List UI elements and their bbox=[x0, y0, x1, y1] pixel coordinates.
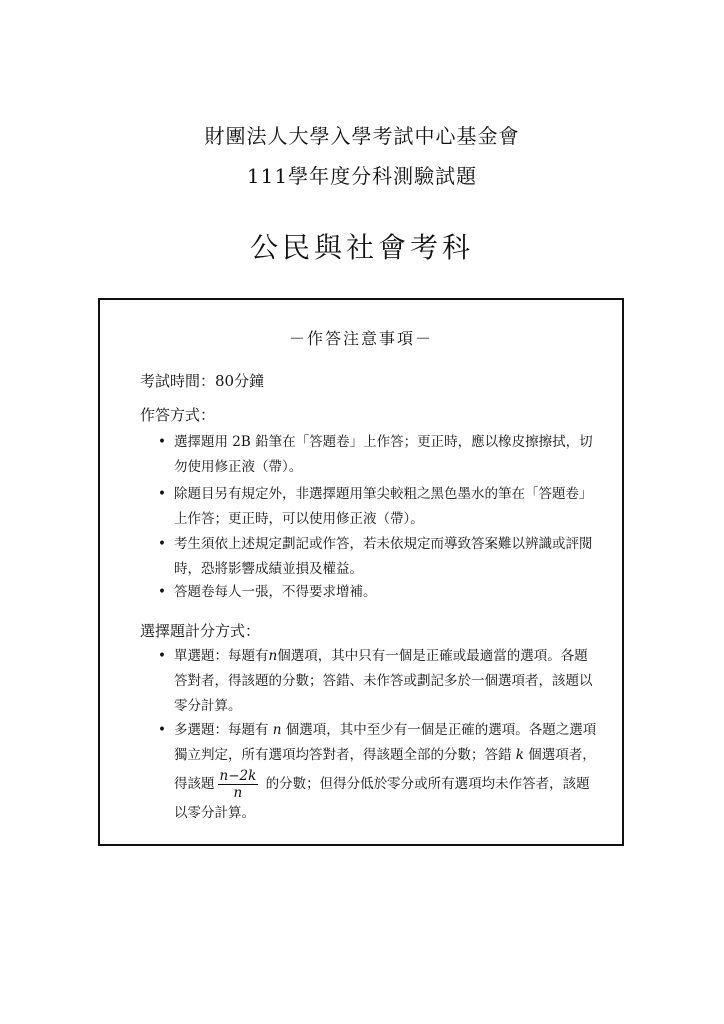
bullet-icon: • bbox=[158, 584, 166, 600]
score-heading: 選擇題計分方式： bbox=[140, 622, 261, 640]
bullet-icon: • bbox=[158, 722, 166, 738]
method-heading: 作答方式： bbox=[140, 406, 216, 424]
score-fraction: $\frac{n-2k}{n}$ bbox=[219, 768, 257, 801]
method-item-3: • 考生須依上述規定劃記或作答，若未依規定而導致答案難以辨識或評閱時，恐將影響成績並損及權益。 bbox=[158, 532, 598, 582]
instructions-title: －作答注意事項－ bbox=[288, 329, 433, 348]
subject-title: 公民與社會考科 bbox=[249, 231, 474, 264]
bullet-icon: • bbox=[158, 434, 166, 450]
bullet-icon: • bbox=[158, 648, 166, 664]
exam-title: 111學年度分科測驗試題 bbox=[246, 164, 478, 188]
instructions-box bbox=[98, 298, 624, 846]
multi-choice-rule: • 多選題：每題有 n 個選項，其中至少有一個是正確的選項。各題之選項獨立判定，所有選項均答對者，得該題全部的分數；答錯 k 個選項者，得該題 $\frac{n-2k}{n}$ 的分數；但得分低於零分或所有選項均未作答者，該題以零分計算。 bbox=[158, 718, 598, 826]
method-item-4: • 答題卷每人一張，不得要求增補。 bbox=[158, 580, 598, 605]
bullet-icon: • bbox=[158, 486, 166, 502]
method-item-1: • 選擇題用 2B 鉛筆在「答題卷」上作答；更正時，應以橡皮擦擦拭，切勿使用修正液（帶）。 bbox=[158, 430, 598, 480]
org-title: 財團法人大學入學考試中心基金會 bbox=[204, 124, 520, 148]
exam-time: 考試時間：80分鐘 bbox=[140, 372, 265, 390]
single-choice-rule: • 單選題：每題有n個選項，其中只有一個是正確或最適當的選項。各題答對者，得該題的分數；答錯、未作答或劃記多於一個選項者，該題以零分計算。 bbox=[158, 644, 598, 719]
method-item-2: • 除題目另有規定外，非選擇題用筆尖較粗之黑色墨水的筆在「答題卷」上作答；更正時，可以使用修正液（帶）。 bbox=[158, 482, 598, 532]
bullet-icon: • bbox=[158, 536, 166, 552]
